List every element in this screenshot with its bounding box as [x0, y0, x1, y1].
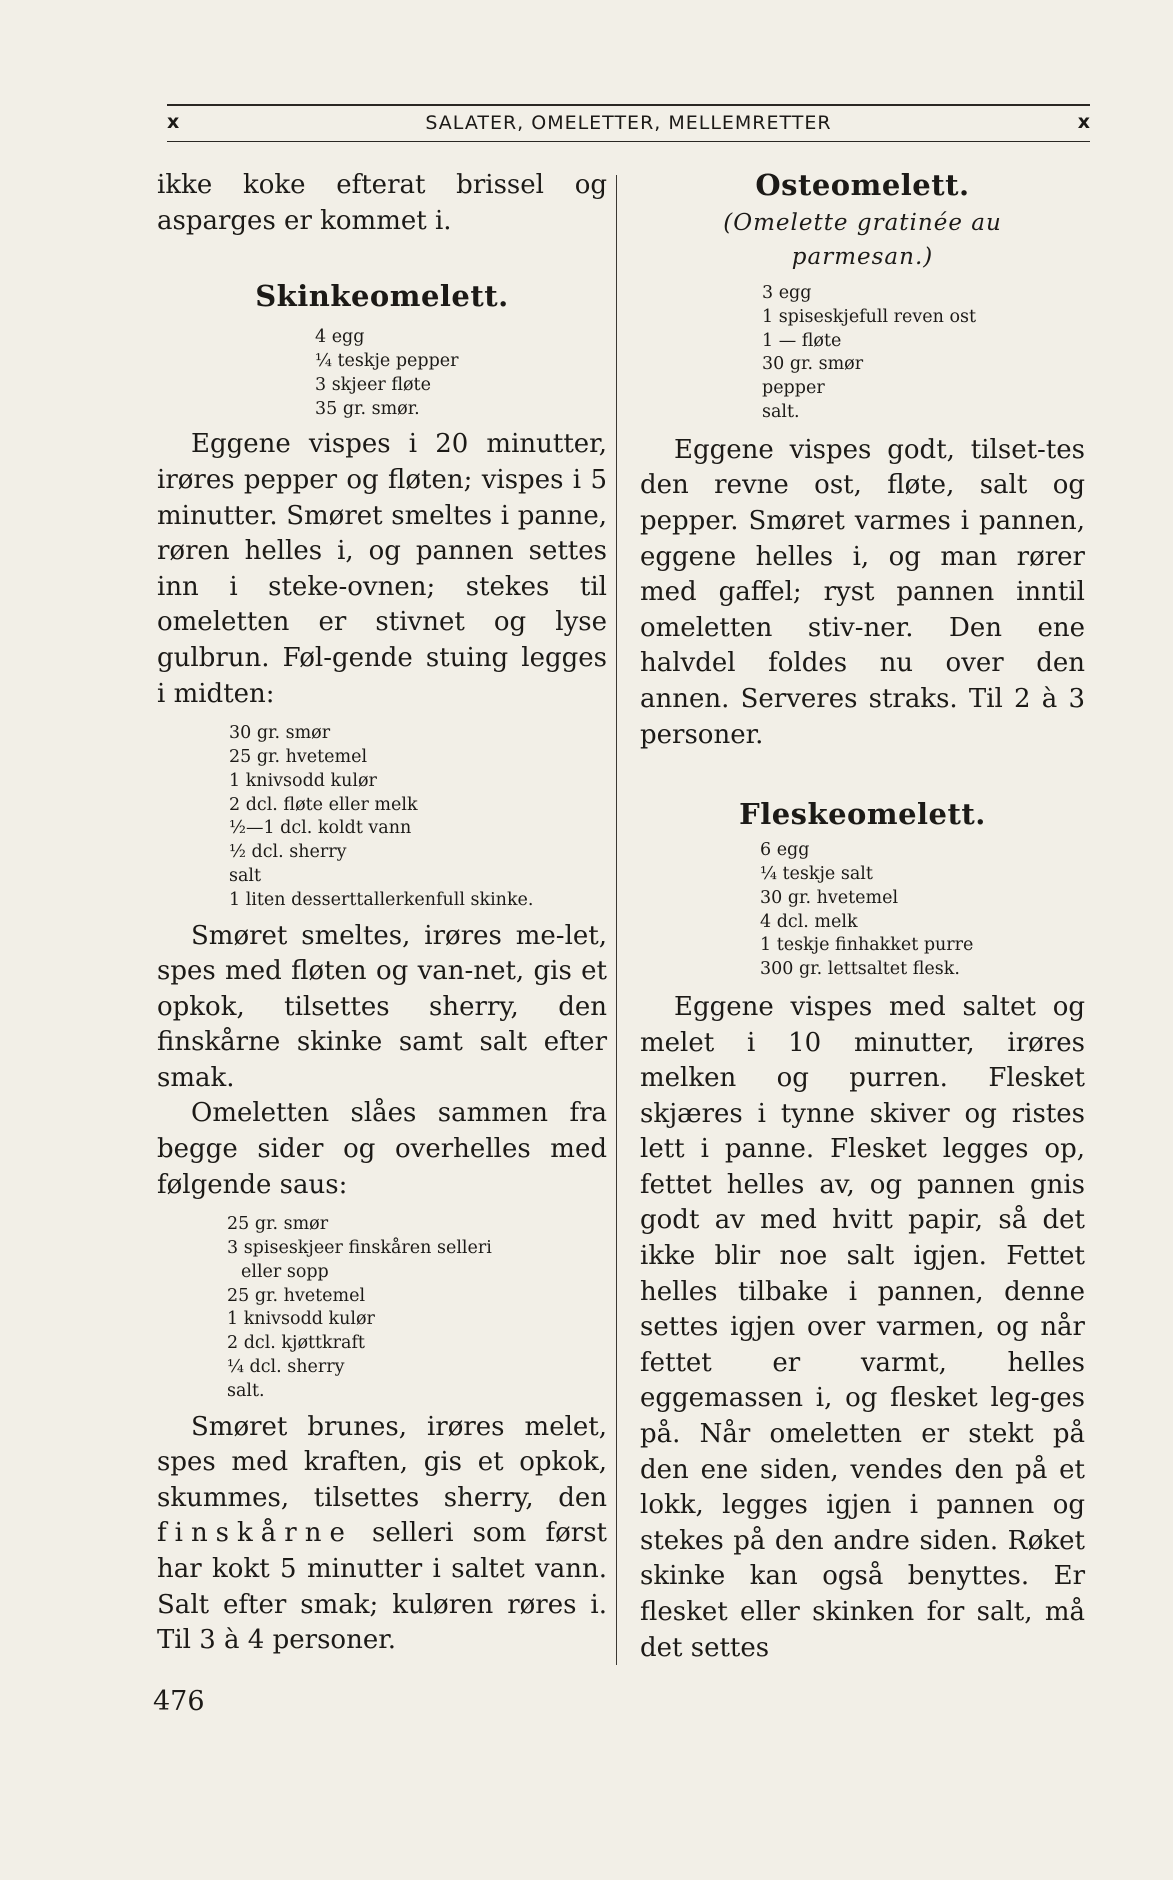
ingredient-item: ¼ teskje pepper [315, 350, 459, 371]
ingredient-list [315, 326, 607, 421]
ingredient-item: 25 gr. hvetemel [229, 746, 368, 767]
left-column [157, 168, 607, 1659]
ingredient-item: 4 egg [315, 327, 365, 348]
column-divider [616, 175, 617, 1665]
method-text-part: Smøret brunes, irøres melet, spes med kraften, gis et opkok, skummes, tilsettes sherry, den [157, 1411, 607, 1513]
ingredient-item: 25 gr. hvetemel [227, 1285, 366, 1306]
ingredient-item: ½ dcl. sherry [229, 842, 347, 863]
ingredient-item: 3 skjeer fløte [315, 374, 431, 395]
ingredient-item: 2 dcl. fløte eller melk [229, 794, 418, 815]
recipe-title-fleskeomelett: Fleskeomelett. [739, 797, 986, 832]
ingredient-item: pepper [762, 378, 825, 399]
ingredient-item: 2 dcl. kjøttkraft [227, 1333, 365, 1354]
header-left-mark: x [167, 111, 180, 133]
filling-ingredient-list [229, 722, 607, 912]
recipe-title-osteomelett: Osteomelett. [755, 168, 970, 202]
ingredient-item: ¼ teskje salt [760, 863, 873, 884]
page-number: 476 [153, 1686, 205, 1717]
ingredient-item: 1 — fløte [762, 330, 842, 351]
intro-text: ikke koke efterat brissel og asparges er kommet i. [157, 170, 607, 236]
ingredient-item: salt [229, 865, 262, 886]
ingredient-item: ½—1 dcl. koldt vann [229, 818, 412, 839]
ingredient-item: 3 egg [762, 283, 812, 303]
ingredient-item: 1 knivsodd kulør [229, 770, 377, 791]
method-text: Eggene vispes i 20 minutter, irøres pepper og fløten; vispes i 5 minutter. Smøret smeltes i panne, røren helles i, og pannen settes inn i steke-ovnen; stekes til omeletten er stivnet og lyse gulbrun. Føl-gende stuing legges i midten: [157, 429, 607, 709]
running-header-title: SALATER, OMELETTER, MELLEMRETTER [425, 112, 832, 134]
ingredient-item: ¼ dcl. sherry [227, 1357, 345, 1378]
method-text-part: selleri som først har kokt 5 minutter i saltet vann. Salt efter smak; kuløren røres i. Til 3 à 4 personer. [157, 1518, 607, 1656]
method-text: Smøret smeltes, irøres me-let, spes med fløten og van-net, gis et opkok, tilsettes sherry, den finskårne skinke samt salt efter smak. [157, 920, 607, 1093]
ingredient-item: 25 gr. smør [227, 1214, 329, 1235]
ingredient-item: salt. [762, 401, 800, 422]
ingredient-item: 1 knivsodd kulør [227, 1309, 375, 1330]
ingredient-item: eller sopp [241, 1261, 329, 1282]
method-text: Eggene vispes med saltet og melet i 10 minutter, irøres melken og purren. Flesket skjæres i tynne skiver og ristes lett i panne. Flesket legges op, fettet helles av, og pannen gnis godt av med hvitt papir, så det ikke blir noe salt igjen. Fettet helles tilbake i pannen, denne settes igjen over varmen, og når fettet er varmt, helles eggemassen i, og flesket leg-ges på. Når omeletten er stekt på den ene siden, vendes den på et lokk, legges igjen i pannen og stekes på den andre siden. Røket skinke kan også benyttes. Er flesket eller skinken for salt, må det settes [640, 991, 1085, 1663]
ingredient-item: 1 liten desserttallerkenfull skinke. [229, 889, 534, 910]
ingredient-item: 3 spiseskjeer finskåren selleri [227, 1238, 492, 1259]
ingredient-item: 30 gr. smør [762, 354, 864, 375]
header-bottom-rule [167, 141, 1090, 142]
header-top-rule [167, 104, 1090, 106]
method-text: Omeletten slåes sammen fra begge sider og overhelles med følgende saus: [157, 1098, 607, 1200]
header-right-mark: x [1077, 111, 1090, 133]
ingredient-item: 30 gr. hvetemel [760, 887, 899, 908]
recipe-title-skinkeomelett: Skinkeomelett. [255, 279, 509, 314]
ingredient-list [762, 282, 1085, 425]
ingredient-list [760, 839, 1085, 982]
running-header [167, 108, 1090, 138]
ingredient-item: 4 dcl. melk [760, 911, 858, 932]
ingredient-item: 6 egg [760, 840, 810, 861]
recipe-subtitle: (Omelette gratinée au parmesan.) [723, 210, 1002, 270]
method-text [157, 1410, 607, 1659]
ingredient-item: 300 gr. lettsaltet flesk. [760, 959, 960, 980]
ingredient-item: 1 spiseskjefull reven ost [762, 306, 977, 327]
ingredient-item: 1 teskje finhakket purre [760, 935, 974, 956]
method-text: Eggene vispes godt, tilset-tes den revne ost, fløte, salt og pepper. Smøret varmes i pannen, eggene helles i, og man rører med gaffel; ryst pannen inntil omeletten stiv-ner. Den ene halvdel foldes nu over den annen. Serveres straks. Til 2 à 3 personer. [640, 434, 1085, 750]
ingredient-item: 35 gr. smør. [315, 398, 420, 419]
right-column [640, 168, 1085, 1666]
ingredient-item: 30 gr. smør [229, 723, 331, 744]
sauce-ingredient-list [227, 1213, 607, 1403]
ingredient-item: salt. [227, 1380, 265, 1401]
spaced-emphasis: finskårne [157, 1518, 353, 1549]
